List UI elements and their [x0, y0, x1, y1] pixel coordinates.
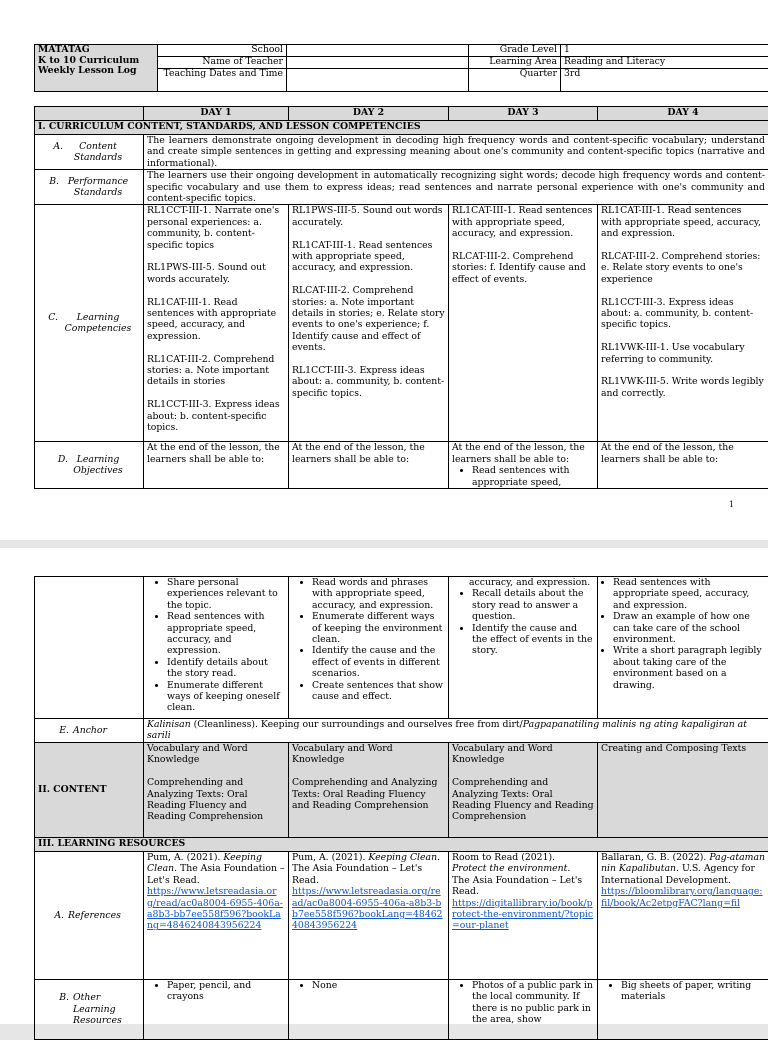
- competency-item: RL1CCT-III-3. Express ideas about: a. community, b. content-specific topics.: [292, 365, 445, 399]
- other-resources-day-4: [598, 980, 768, 1040]
- log-title-line: K to 10 Curriculum: [38, 56, 154, 67]
- row-letter: B.: [45, 176, 59, 187]
- competency-item: RL1PWS-III-5. Sound out words accurately.: [292, 205, 445, 228]
- ref-title: Keeping Clean.: [368, 852, 440, 863]
- content-day-4: [598, 743, 768, 838]
- row-label: Learning Objectives: [72, 454, 124, 477]
- resource-item: • Photos of a public park in the local community. If there is no public park in the area, show: [472, 980, 594, 1026]
- section-2-title: II. CONTENT: [35, 743, 144, 838]
- row-letter: D.: [54, 454, 68, 465]
- learning-objectives-label: [35, 442, 144, 489]
- section-3-title: III. LEARNING RESOURCES: [35, 838, 768, 852]
- day-header: DAY 4: [598, 107, 768, 121]
- content-item: Comprehending and Analyzing Texts: Oral Reading Fluency and Reading Comprehension: [452, 777, 594, 823]
- objective-item: • Recall details about the story read to answer a question.: [472, 588, 594, 622]
- row-letter: E.: [55, 725, 69, 736]
- objectives-cont-day-3: [449, 577, 598, 719]
- section-1-title: I. CURRICULUM CONTENT, STANDARDS, AND LESSON COMPETENCIES: [35, 121, 768, 135]
- anchor-plain: (Cleanliness). Keeping our surroundings and ourselves free from dirt/: [191, 719, 523, 730]
- teacher-value[interactable]: [287, 57, 469, 69]
- row-label: Learning Competencies: [62, 312, 134, 335]
- objective-item: • Write a short paragraph legibly about taking care of the environment based on a drawing.: [613, 645, 765, 691]
- dates-value[interactable]: [287, 69, 469, 92]
- objective-item: • Read sentences with appropriate speed, accuracy, and expression.: [167, 611, 285, 657]
- competencies-day-1: [144, 205, 289, 442]
- competency-item: RLCAT-III-2. Comprehend stories: f. Identify cause and effect of events.: [452, 251, 594, 285]
- content-item: Vocabulary and Word Knowledge: [147, 743, 285, 766]
- objectives-cont-label: [35, 577, 144, 719]
- quarter-value[interactable]: 3rd: [561, 69, 768, 92]
- log-title-line: Weekly Lesson Log: [38, 66, 154, 77]
- competency-item: RL1CAT-III-1. Read sentences with appropriate speed, accuracy, and expression.: [147, 297, 285, 343]
- ref-link[interactable]: https://www.letsreadasia.org/read/ac0a8004-6955-406a-a8b3-bb7ee558f596?bookLang=4846240843956224: [292, 886, 443, 931]
- log-title: [35, 45, 158, 92]
- objectives-day-3: [449, 442, 598, 489]
- competencies-day-4: [598, 205, 768, 442]
- school-value[interactable]: [287, 45, 469, 57]
- objective-item: • Read sentences with appropriate speed,: [472, 465, 594, 488]
- content-standards-text: The learners demonstrate ongoing development in decoding high frequency words and content-specific vocabulary; understand and create simple sentences in getting and expressing meaning about one's community and content-specific topics (narrative and informational).: [144, 135, 768, 170]
- objective-item: • Read words and phrases with appropriate speed, accuracy, and expression.: [312, 577, 445, 611]
- objectives-day-4: At the end of the lesson, the learners shall be able to:: [598, 442, 768, 489]
- objective-item: • Enumerate different ways of keeping oneself clean.: [167, 680, 285, 714]
- other-resources-day-2: [289, 980, 449, 1040]
- objective-item: • Share personal experiences relevant to the topic.: [167, 577, 285, 611]
- row-letter: B.: [55, 992, 69, 1003]
- day-header: DAY 3: [449, 107, 598, 121]
- area-label: Learning Area: [469, 57, 561, 69]
- objective-tail: accuracy, and expression.: [452, 577, 594, 588]
- references-label: [35, 852, 144, 980]
- row-label: Anchor: [73, 725, 123, 736]
- competency-item: RL1CAT-III-1. Read sentences with appropriate speed, accuracy, and expression.: [452, 205, 594, 239]
- learning-competencies-label: [35, 205, 144, 442]
- row-label: References: [68, 910, 128, 921]
- content-day-3: [449, 743, 598, 838]
- references-day-3: [449, 852, 598, 980]
- school-label: School: [158, 45, 287, 57]
- ref-link[interactable]: https://bloomlibrary.org/language:fil/book/Ac2etpgFAC?lang=fil: [601, 886, 763, 908]
- objective-item: • Identify the cause and the effect of events in different scenarios.: [312, 645, 445, 679]
- resource-item: • Big sheets of paper, writing materials: [621, 980, 765, 1003]
- day-header: DAY 2: [289, 107, 449, 121]
- row-letter: C.: [44, 312, 58, 323]
- objectives-intro: At the end of the lesson, the learners shall be able to:: [452, 442, 594, 465]
- content-day-2: [289, 743, 449, 838]
- competency-item: RLCAT-III-2. Comprehend stories: e. Relate story events to one's experience: [601, 251, 765, 285]
- competency-item: RL1CAT-III-2. Comprehend stories: a. Note important details in stories: [147, 354, 285, 388]
- grade-value[interactable]: 1: [561, 45, 768, 57]
- other-resources-label: [35, 980, 144, 1040]
- resource-item: • None: [312, 980, 445, 991]
- teacher-label: Name of Teacher: [158, 57, 287, 69]
- anchor-label: [35, 719, 144, 743]
- document-page-2: [0, 548, 768, 1024]
- row-label: Content Standards: [67, 141, 129, 164]
- content-item: Creating and Composing Texts: [601, 743, 765, 754]
- ref-title: Protect the environment.: [452, 863, 570, 874]
- ref-link[interactable]: https://digitallibrary.io/book/protect-the-environment/?topic=our-planet: [452, 898, 593, 932]
- ref-link[interactable]: https://www.letsreadasia.org/read/ac0a8004-6955-406a-a8b3-bb7ee558f596?bookLang=4846240843956224: [147, 886, 283, 931]
- other-resources-day-1: [144, 980, 289, 1040]
- row-label: Performance Standards: [63, 176, 133, 199]
- competency-item: RL1CAT-III-1. Read sentences with appropriate speed, accuracy, and expression.: [601, 205, 765, 239]
- anchor-italic-1: Kalinisan: [147, 719, 191, 730]
- competency-item: RLCAT-III-2. Comprehend stories: a. Note important details in stories; e. Relate story events to one's experience; f. Identify cause and effect of events.: [292, 285, 445, 353]
- other-resources-day-3: [449, 980, 598, 1040]
- lesson-log-table-p1: [34, 106, 768, 489]
- lesson-log-table-p2: [34, 576, 768, 1040]
- competency-item: RL1VWK-III-5. Write words legibly and correctly.: [601, 376, 765, 399]
- objective-item: • Read sentences with appropriate speed, accuracy, and expression.: [613, 577, 765, 611]
- row-letter: A.: [49, 141, 63, 152]
- performance-standards-text: The learners use their ongoing development in automatically recognizing sight words; decode high frequency words and content-specific vocabulary and use them to express ideas; read sentences and narrate personal experience with one's community and content-specific topics.: [144, 170, 768, 205]
- content-item: Comprehending and Analyzing Texts: Oral Reading Fluency and Reading Comprehension: [292, 777, 445, 811]
- ref-author: Ballaran, G. B. (2022).: [601, 852, 709, 863]
- anchor-italic-2: Pagpapanatiling malinis ng ating kapaligiran at sarili: [147, 719, 747, 741]
- objectives-day-1: At the end of the lesson, the learners shall be able to:: [144, 442, 289, 489]
- objectives-cont-day-2: [289, 577, 449, 719]
- content-item: Vocabulary and Word Knowledge: [292, 743, 445, 766]
- ref-title: Keeping Clean.: [147, 852, 262, 874]
- ref-publisher: The Asia Foundation – Let's Read.: [452, 875, 582, 897]
- competency-item: RL1CAT-III-1. Read sentences with appropriate speed, accuracy, and expression.: [292, 240, 445, 274]
- ref-author: Pum, A. (2021).: [292, 852, 368, 863]
- objectives-day-2: At the end of the lesson, the learners shall be able to:: [289, 442, 449, 489]
- quarter-label: Quarter: [469, 69, 561, 92]
- log-title-line: MATATAG: [38, 45, 154, 56]
- content-standards-label: [35, 135, 144, 170]
- lesson-log-header: [34, 44, 768, 92]
- corner-cell: [35, 107, 144, 121]
- content-item: Comprehending and Analyzing Texts: Oral Reading Fluency and Reading Comprehension: [147, 777, 285, 823]
- competencies-day-2: [289, 205, 449, 442]
- objectives-cont-day-4: [598, 577, 768, 719]
- competency-item: RL1CCT-III-3. Express ideas about: b. content-specific topics.: [147, 399, 285, 433]
- objective-item: • Create sentences that show cause and effect.: [312, 680, 445, 703]
- content-day-1: [144, 743, 289, 838]
- objective-item: • Draw an example of how one can take care of the school environment.: [613, 611, 765, 645]
- competency-item: RL1CCT-III-3. Express ideas about: a. community, b. content-specific topics.: [601, 297, 765, 331]
- competency-item: RL1VWK-III-1. Use vocabulary referring to community.: [601, 342, 765, 365]
- ref-publisher: U.S. Agency for International Development.: [601, 863, 755, 885]
- row-letter: A.: [50, 910, 64, 921]
- competency-item: RL1PWS-III-5. Sound out words accurately.: [147, 262, 285, 285]
- ref-title: Pag-ataman nin Kapalibutan.: [601, 852, 765, 874]
- content-item: Vocabulary and Word Knowledge: [452, 743, 594, 766]
- competency-item: RL1CCT-III-1. Narrate one's personal experiences: a. community, b. content-specific topics: [147, 205, 285, 251]
- ref-author: Pum, A. (2021).: [147, 852, 223, 863]
- objective-item: • Identify the cause and the effect of events in the story.: [472, 623, 594, 657]
- page-number: 1: [729, 500, 734, 509]
- dates-label: Teaching Dates and Time: [158, 69, 287, 92]
- objectives-cont-day-1: [144, 577, 289, 719]
- row-label: Other Learning Resources: [73, 992, 123, 1026]
- grade-label: Grade Level: [469, 45, 561, 57]
- day-header: DAY 1: [144, 107, 289, 121]
- performance-standards-label: [35, 170, 144, 205]
- area-value[interactable]: Reading and Literacy: [561, 57, 768, 69]
- references-day-1: [144, 852, 289, 980]
- ref-publisher: The Asia Foundation – Let's Read.: [292, 863, 422, 885]
- references-day-2: [289, 852, 449, 980]
- ref-author: Room to Read (2021).: [452, 852, 555, 863]
- resource-item: • Paper, pencil, and crayons: [167, 980, 285, 1003]
- competencies-day-3: [449, 205, 598, 442]
- objective-item: • Identify details about the story read.: [167, 657, 285, 680]
- references-day-4: [598, 852, 768, 980]
- anchor-text: [144, 719, 768, 743]
- ref-publisher: The Asia Foundation – Let's Read.: [147, 863, 285, 885]
- objective-item: • Enumerate different ways of keeping the environment clean.: [312, 611, 445, 645]
